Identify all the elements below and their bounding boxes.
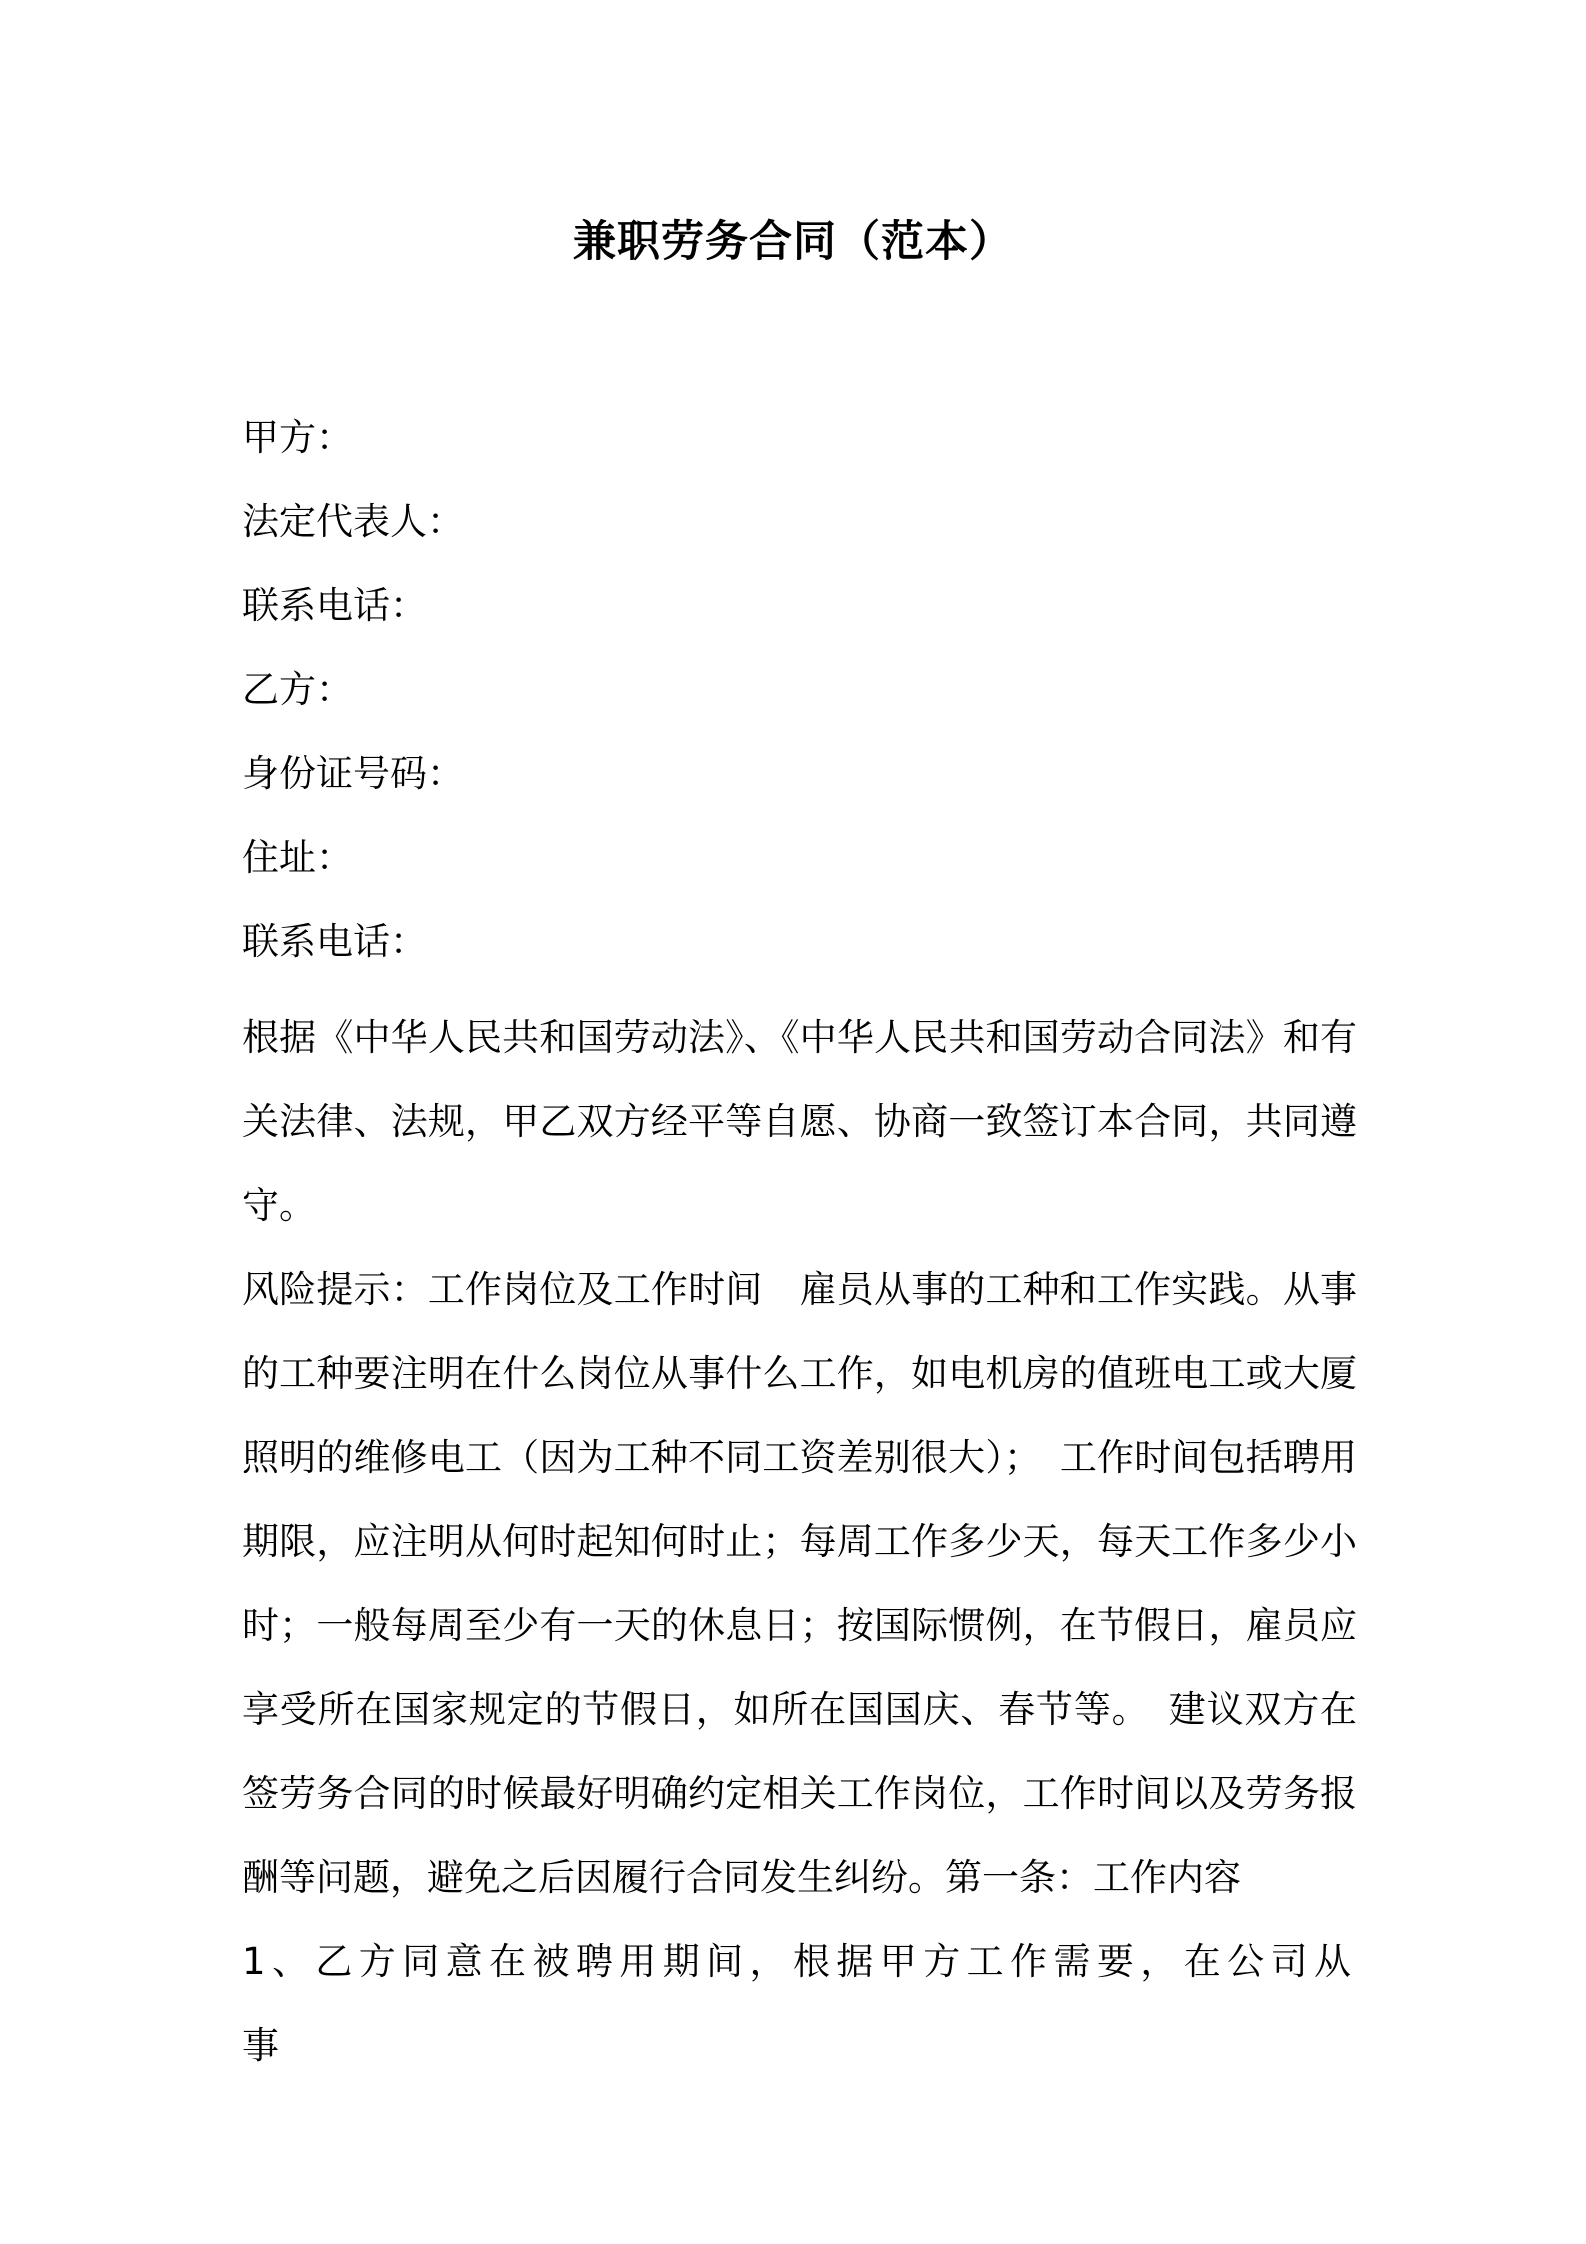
address-field: 住址： [242,836,353,879]
document-body [242,408,1357,2088]
legal-representative-field: 法定代表人： [242,500,464,543]
legal-basis-paragraph: 根据《中华人民共和国劳动法》、《中华人民共和国劳动合同法》和有关法律、法规，甲乙双方经平等自愿、协商一致签订本合同，共同遵守。 [242,1016,1357,1227]
party-b-phone-field: 联系电话： [242,920,427,963]
party-a-field: 甲方： [242,416,353,459]
risk-notice-paragraph: 风险提示：工作岗位及工作时间 雇员从事的工种和工作实践。从事的工种要注明在什么岗位从事什么工作，如电机房的值班电工或大厦照明的维修电工（因为工种不同工资差别很大）； 工作时间包括聘用期限，应注明从何时起知何时止；每周工作多少天，每天工作多少小时；一般每周至少有一天的休息日；按国际惯例，在节假日，雇员应享受所在国家规定的节假日，如所在国国庆、春节等。 建议双方在签劳务合同的时候最好明确约定相关工作岗位，工作时间以及劳务报酬等问题，避免之后因履行合同发生纠纷。第一条：工作内容 [242,1268,1357,1899]
clause-one-item-1: 1、乙方同意在被聘用期间，根据甲方工作需要，在公司从事 [242,1940,1357,2067]
document-title: 兼职劳务合同（范本） [573,217,1013,267]
id-number-field: 身份证号码： [242,752,464,795]
party-a-phone-field: 联系电话： [242,584,427,627]
party-b-field: 乙方： [242,668,353,711]
